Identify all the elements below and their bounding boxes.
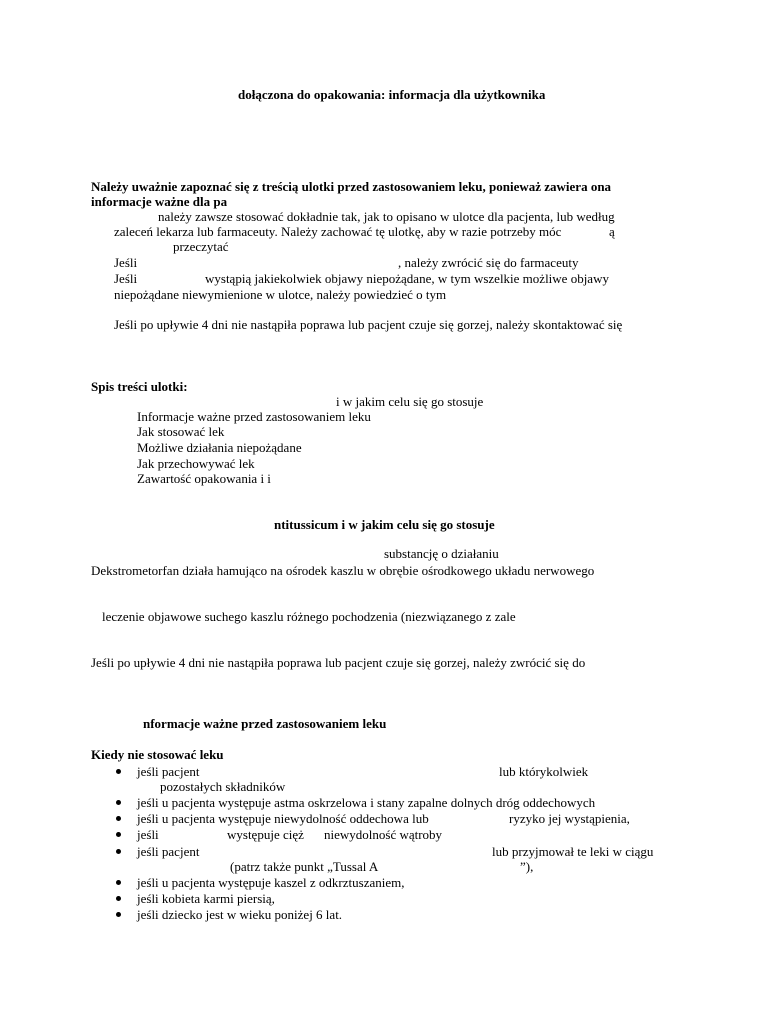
- list-item-1-cont: pozostałych składników: [160, 779, 286, 794]
- section1-line-4: Jeśli po upływie 4 dni nie nastąpiła poprawa lub pacjent czuje się gorzej, należy zwrócić się do: [91, 655, 586, 670]
- list-item-4-mid: występuje cięż: [227, 827, 304, 842]
- toc-item-4: Możliwe działania niepożądane: [137, 440, 302, 455]
- bullet-marker: [116, 880, 121, 885]
- intro-line-3: należy zawsze stosować dokładnie tak, jak to opisano w ulotce dla pacjenta, lub według: [158, 209, 615, 224]
- toc-item-5: Jak przechowywać lek: [137, 456, 255, 471]
- section2-heading: nformacje ważne przed zastosowaniem leku: [143, 716, 387, 731]
- bullet-marker: [116, 912, 121, 917]
- list-item-7: jeśli kobieta karmi piersią,: [137, 891, 275, 906]
- intro-line-4-end: ą: [609, 224, 615, 239]
- list-item-3-end: ryzyko jej wystąpienia,: [509, 811, 630, 826]
- section1-line-3: leczenie objawowe suchego kaszlu różnego pochodzenia (niezwiązanego z zale: [102, 609, 516, 624]
- intro-line-7-start: Jeśli: [114, 271, 138, 286]
- intro-line-6-start: Jeśli: [114, 255, 138, 270]
- list-item-8: jeśli dziecko jest w wieku poniżej 6 lat.: [137, 907, 343, 922]
- list-item-2: jeśli u pacjenta występuje astma oskrzelowa i stany zapalne dolnych dróg oddechowych: [137, 795, 596, 810]
- list-item-1-end: lub którykolwiek: [499, 764, 589, 779]
- toc-heading: Spis treści ulotki:: [91, 379, 188, 394]
- section2-subheading: Kiedy nie stosować leku: [91, 747, 224, 762]
- document-title: dołączona do opakowania: informacja dla użytkownika: [238, 87, 546, 102]
- section1-line-1: substancję o działaniu: [384, 546, 499, 561]
- intro-line-4: zaleceń lekarza lub farmaceuty. Należy zachować tę ulotkę, aby w razie potrzeby móc: [114, 224, 562, 239]
- bullet-marker: [116, 800, 121, 805]
- toc-item-2: Informacje ważne przed zastosowaniem leku: [137, 409, 371, 424]
- list-item-5-cont: (patrz także punkt „Tussal A: [230, 859, 379, 874]
- intro-line-1: Należy uważnie zapoznać się z treścią ulotki przed zastosowaniem leku, ponieważ zawiera ona: [91, 179, 612, 194]
- intro-line-6-end: , należy zwrócić się do farmaceuty: [398, 255, 579, 270]
- list-item-5-end: lub przyjmował te leki w ciągu: [492, 844, 654, 859]
- bullet-marker: [116, 832, 121, 837]
- intro-line-2: informacje ważne dla pa: [91, 194, 228, 209]
- bullet-marker: [116, 816, 121, 821]
- bullet-marker: [116, 896, 121, 901]
- toc-item-6: Zawartość opakowania i i: [137, 471, 271, 486]
- bullet-marker: [116, 769, 121, 774]
- toc-item-1: i w jakim celu się go stosuje: [336, 394, 484, 409]
- intro-line-5: przeczytać: [173, 239, 229, 254]
- intro-line-8: niepożądane niewymienione w ulotce, należy powiedzieć o tym: [114, 287, 447, 302]
- bullet-marker: [116, 849, 121, 854]
- list-item-5-start: jeśli pacjent: [137, 844, 200, 859]
- list-item-5-cont-end: ”),: [520, 859, 534, 874]
- list-item-1-start: jeśli pacjent: [137, 764, 200, 779]
- list-item-4-end: niewydolność wątroby: [324, 827, 443, 842]
- intro-line-7-end: wystąpią jakiekolwiek objawy niepożądane, w tym wszelkie możliwe objawy: [205, 271, 609, 286]
- section1-line-2: Dekstrometorfan działa hamująco na ośrodek kaszlu w obrębie ośrodkowego układu nerwowego: [91, 563, 595, 578]
- section1-heading: ntitussicum i w jakim celu się go stosuje: [274, 517, 495, 532]
- list-item-6: jeśli u pacjenta występuje kaszel z odkrztuszaniem,: [137, 875, 405, 890]
- intro-line-9: Jeśli po upływie 4 dni nie nastąpiła poprawa lub pacjent czuje się gorzej, należy skontaktować się: [114, 317, 623, 332]
- list-item-4-start: jeśli: [137, 827, 159, 842]
- list-item-3-start: jeśli u pacjenta występuje niewydolność oddechowa lub: [137, 811, 429, 826]
- toc-item-3: Jak stosować lek: [137, 424, 225, 439]
